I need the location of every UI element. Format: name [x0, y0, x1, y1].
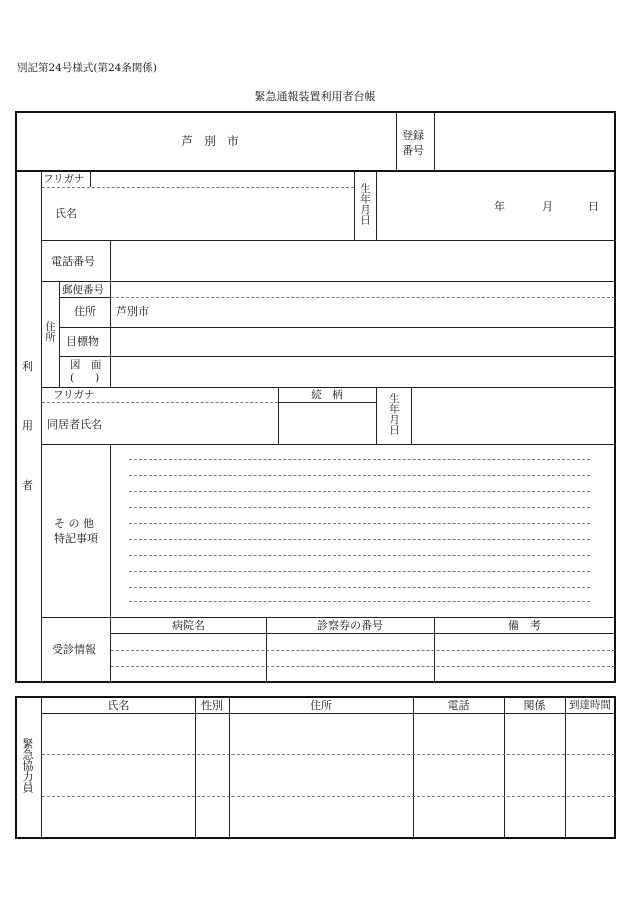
relation-field[interactable]	[280, 404, 374, 443]
user-label-2: 用	[22, 419, 33, 432]
form-reference: 別記第24号様式(第24条関係)	[17, 62, 157, 74]
hospital-name-field[interactable]	[112, 635, 264, 681]
relation-label: 続 柄	[311, 389, 343, 401]
user-label-3: 者	[22, 479, 33, 492]
name-label: 氏名	[55, 207, 77, 220]
user-label-1: 利	[22, 360, 33, 373]
registration-number-field[interactable]	[436, 113, 614, 169]
registration-number-label: 登録番号	[402, 129, 424, 157]
other-notes-field[interactable]	[112, 446, 614, 616]
address-value: 芦別市	[116, 305, 149, 318]
col-phone-header: 電話	[447, 699, 470, 712]
landmark-field[interactable]	[112, 329, 614, 355]
emergency-contact-row[interactable]	[42, 756, 615, 795]
cohabitant-name-field[interactable]	[112, 404, 276, 443]
hospital-name-header: 病院名	[172, 619, 205, 632]
name-field[interactable]	[92, 189, 352, 239]
cohabitant-name-label: 同居者氏名	[47, 418, 102, 431]
month-label: 月	[542, 200, 553, 213]
patient-card-number-header: 診察券の番号	[317, 619, 383, 632]
landmark-label: 目標物	[66, 335, 99, 348]
address-field[interactable]	[112, 299, 614, 326]
page-title: 緊急通報装置利用者台帳	[254, 90, 376, 103]
map-field[interactable]	[112, 358, 614, 386]
furigana-label: フリガナ	[43, 173, 85, 185]
medical-info-label: 受診情報	[52, 643, 96, 656]
postal-code-label: 郵便番号	[62, 284, 104, 296]
col-name-header: 氏名	[107, 699, 130, 712]
emergency-contact-row[interactable]	[42, 798, 615, 837]
cohabitant-birthdate-field[interactable]	[413, 389, 614, 443]
map-sublabel: ( )	[70, 372, 100, 384]
patient-card-number-field[interactable]	[268, 635, 432, 681]
col-address-header: 住所	[310, 699, 332, 712]
address-group-label: 住所	[44, 321, 56, 342]
remarks-header: 備 考	[508, 619, 541, 632]
other-notes-label-2: 特記事項	[54, 532, 98, 545]
city-name: 芦 別 市	[181, 134, 239, 148]
day-label: 日	[588, 200, 599, 213]
phone-field[interactable]	[112, 242, 614, 280]
emergency-contact-row[interactable]	[42, 715, 615, 753]
cohabitant-birthdate-label: 生年月日	[388, 393, 400, 435]
col-sex-header: 性別	[201, 699, 223, 712]
remarks-field[interactable]	[436, 635, 614, 681]
address-label: 住所	[74, 305, 96, 318]
other-notes-label-1: そ の 他	[54, 517, 94, 530]
col-relation-header: 関係	[523, 699, 546, 712]
phone-label: 電話番号	[51, 255, 95, 268]
col-arrival-time-header: 到達時間	[569, 699, 611, 711]
birthdate-field[interactable]	[378, 172, 614, 239]
emergency-contacts-label: 緊急協力員	[21, 738, 34, 793]
cohabitant-furigana-label: フリガナ	[53, 389, 95, 401]
year-label: 年	[494, 200, 505, 213]
map-label: 図 面	[70, 359, 102, 371]
birthdate-label: 生年月日	[359, 183, 371, 225]
